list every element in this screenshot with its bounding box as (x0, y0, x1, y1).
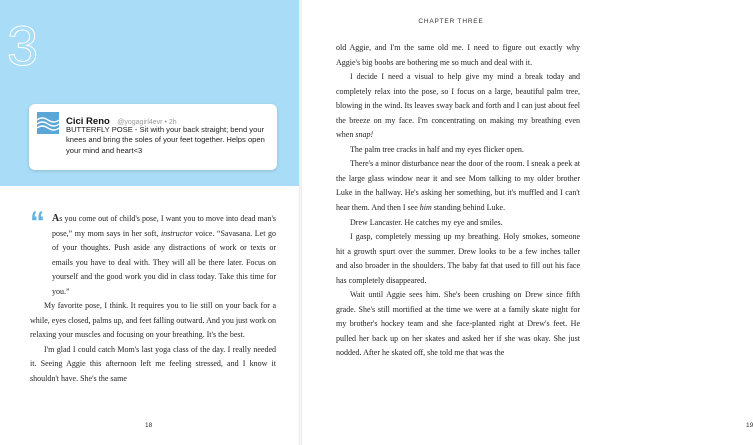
paragraph-text: voice. “Savasana. Let go of your thoughts. Push aside any distractions of work or texts or emails you have to deal with. They will all be there later. Focus on yourself and the good work you did in class today. Take this time for you.” (52, 228, 276, 296)
paragraph: Drew Lancaster. He catches my eye and smiles. (350, 217, 503, 227)
emphasis-text: snap! (355, 130, 374, 140)
left-body-text (30, 206, 276, 387)
paragraph: Wait until Aggie sees him. She's been crushing on Drew since fifth grade. She's still mortified at the time we were at a family skate night for my brother's hockey team and she face-planted right at Drew's feet. He pulled her back up on her skates and asked her if she was okay. She just nodded. After he skated off, she told me that was the (336, 290, 580, 358)
drop-quote-mark: “ (30, 206, 45, 239)
right-body-text (336, 41, 580, 361)
tweet-text: BUTTERFLY POSE - Sit with your back straight; bend your knees and bring the soles of your feet together. Helps open your mind and heart<3 (66, 125, 265, 155)
page-number: 19 (746, 422, 753, 429)
running-header: CHAPTER THREE (418, 18, 484, 25)
paragraph: The palm tree cracks in half and my eyes flicker open. (350, 144, 524, 154)
paragraph: old Aggie, and I'm the same old me. I need to figure out exactly why Aggie's big boobs are bothering me so much and deal with it. (336, 43, 580, 67)
opening-paragraph (30, 206, 276, 299)
avatar-icon (37, 112, 59, 134)
tweet-handle: @yogagirl4evr • 2h (117, 119, 177, 126)
paragraph-text: I decide I need a visual to help give my mind a break today and completely relax into the pose, so I focus on a large, beautiful palm tree, blowing in the wind. Its leaves sway back and forth and I can just about feel the breeze on my face. I'm concentrating on making my breathing even when (336, 72, 580, 140)
drop-cap-letter: A (52, 213, 60, 224)
tweet-author-name: Cici Reno (66, 116, 110, 127)
emphasis-text: instructor (160, 228, 193, 238)
right-page (301, 0, 753, 445)
paragraph-text: There's a minor disturbance near the door of the room. I sneak a peek at the large glass window near it and see Mom talking to my older brother Luke in the hallway. He's asking her something, but it's muffled and I can't hear them. And then I see (336, 159, 580, 213)
paragraph: I'm glad I could catch Mom's last yoga class of the day. I really needed it. Seeing Aggie this afternoon left me feeling stressed, and I know it shouldn't have. She's the same (30, 344, 276, 384)
tweet-card (29, 104, 277, 170)
left-page (0, 0, 300, 445)
page-number: 18 (145, 422, 153, 429)
paragraph: My favorite pose, I think. It requires you to lie still on your back for a while, eyes closed, palms up, and feet falling outward. And you just work on relaxing your muscles and focusing on your breathing. It's the best. (30, 301, 276, 340)
paragraph (336, 157, 580, 215)
paragraph (336, 70, 580, 143)
chapter-banner (0, 0, 300, 186)
emphasis-text: him (419, 203, 432, 213)
chapter-number: 3 (7, 14, 39, 77)
paragraph-text: standing behind Luke. (431, 203, 506, 213)
paragraph-text: s you come out of child's pose, I want you to move into dead man's pose,” my mom says in her soft, (52, 214, 276, 238)
paragraph: I gasp, completely messing up my breathing. Holy smokes, someone hit a growth spurt over the summer. Drew looks to be a few inches taller and also broader in the shoulders. The baby fat that used to fill out his face has completely disappeared. (336, 232, 580, 285)
